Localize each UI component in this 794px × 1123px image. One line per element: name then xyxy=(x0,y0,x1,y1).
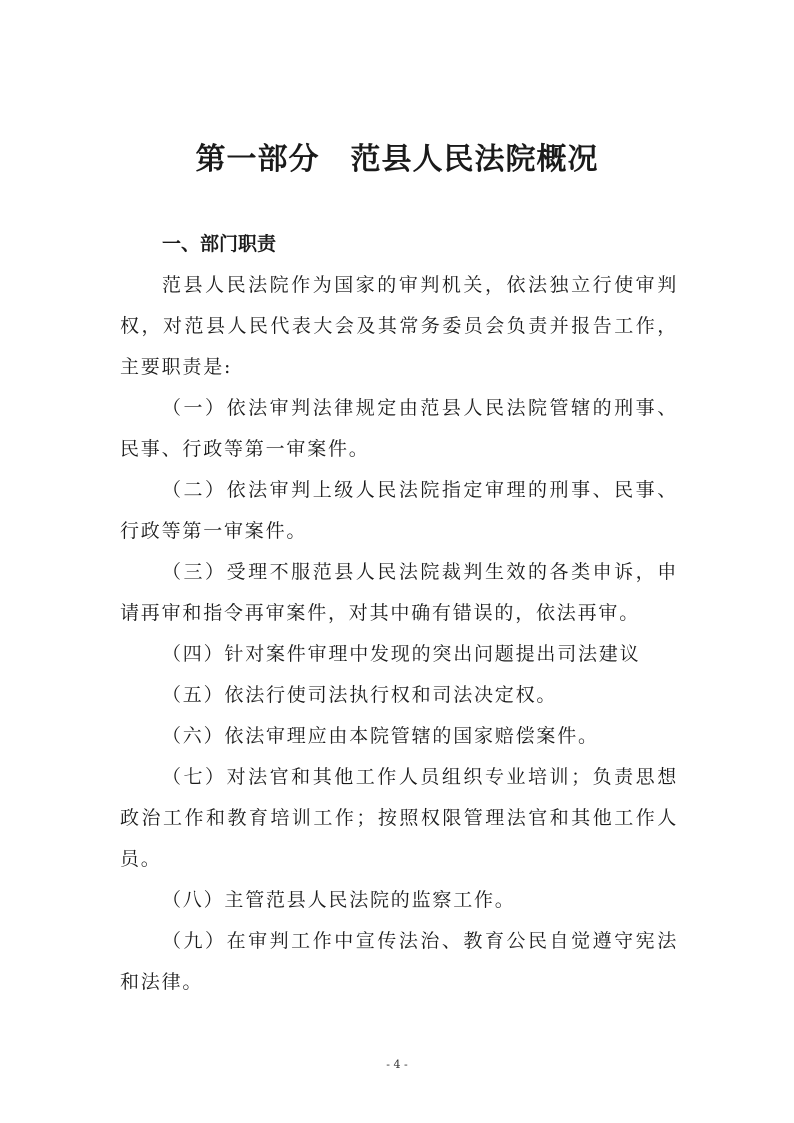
duty-item-1: （一）依法审判法律规定由范县人民法院管辖的刑事、民事、行政等第一审案件。 xyxy=(120,397,678,460)
duty-item-2: （二）依法审判上级人民法院指定审理的刑事、民事、行政等第一审案件。 xyxy=(120,479,678,542)
page-title: 第一部分 范县人民法院概况 xyxy=(195,142,599,177)
duty-item-6: （六）依法审理应由本院管辖的国家赔偿案件。 xyxy=(162,725,599,747)
duty-item-8: （八）主管范县人民法院的监察工作。 xyxy=(162,889,516,911)
document-body xyxy=(120,224,678,1003)
section-heading: 一、部门职责 xyxy=(162,233,277,255)
duty-item-3: （三）受理不服范县人民法院裁判生效的各类申诉，申请再审和指令再审案件，对其中确有错误的，依法再审。 xyxy=(120,561,678,624)
duty-item-4: （四）针对案件审理中发现的突出问题提出司法建议 xyxy=(162,643,641,665)
duty-item-9: （九）在审判工作中宣传法治、教育公民自觉遵守宪法和法律。 xyxy=(120,930,678,993)
duty-item-7: （七）对法官和其他工作人员组织专业培训；负责思想政治工作和教育培训工作；按照权限管理法官和其他工作人员。 xyxy=(120,766,678,870)
duty-item-5: （五）依法行使司法执行权和司法决定权。 xyxy=(162,684,558,706)
page-number: - 4 - xyxy=(386,1058,408,1071)
paragraph-intro: 范县人民法院作为国家的审判机关，依法独立行使审判权，对范县人民代表大会及其常务委员会负责并报告工作，主要职责是: xyxy=(120,274,678,378)
